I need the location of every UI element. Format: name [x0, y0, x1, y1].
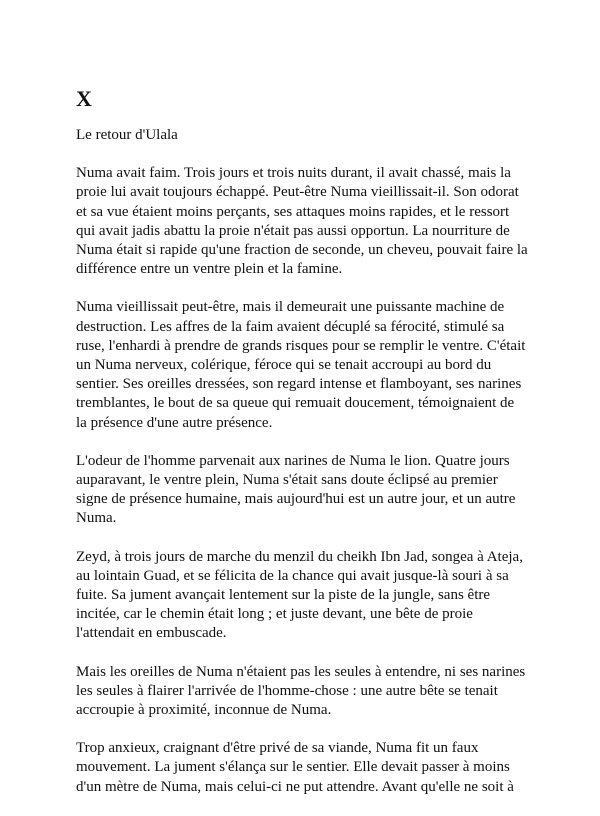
chapter-title: Le retour d'Ulala — [76, 127, 178, 143]
chapter-number: X — [76, 86, 92, 111]
paragraph: Mais les oreilles de Numa n'étaient pas les seules à entendre, ni ses narines les seules à flairer l'arrivée de l'homme-chose : une autre bête se tenait accroupie à proximité, inconnue de Numa. — [76, 663, 526, 719]
paragraph: Numa avait faim. Trois jours et trois nuits durant, il avait chassé, mais la proie lui avait toujours échappé. Peut-être Numa vieillissait-il. Son odorat et sa vue étaient moins perçants, ses attaques moins rapides, et le ressort qui avait jadis abattu la proie n'était pas aussi opportun. La nourriture de Numa était si rapide qu'une fraction de seconde, un cheveu, pouvait faire la différence entre un ventre plein et la famine. — [76, 165, 528, 278]
paragraph: Numa vieillissait peut-être, mais il demeurait une puissante machine de destruction. Les affres de la faim avaient décuplé sa férocité, stimulé sa ruse, l'enhardi à prendre de grands risques pour se remplir le ventre. C'était un Numa nerveux, colérique, féroce qui se tenait accroupi au bord du sentier. Ses oreilles dressées, son regard intense et flamboyant, ses narines tremblantes, le bout de sa queue qui remuait doucement, témoignaient de la présence d'une autre présence. — [76, 299, 526, 431]
paragraph: L'odeur de l'homme parvenait aux narines de Numa le lion. Quatre jours auparavant, le ventre plein, Numa s'était sans doute éclipsé au premier signe de présence humaine, mais aujourd'hui est un autre jour, et un autre Numa. — [76, 452, 516, 527]
document-page — [76, 86, 528, 816]
paragraph: Trop anxieux, craignant d'être privé de sa viande, Numa fit un faux mouvement. La jument s'élança sur le sentier. Elle devait passer à moins d'un mètre de Numa, mais celui-ci ne put attendre. Avant qu'elle ne soit à — [76, 740, 514, 795]
paragraph: Zeyd, à trois jours de marche du menzil du cheikh Ibn Jad, songea à Ateja, au lointain Guad, et se félicita de la chance qui avait jusque-là souri à sa fuite. Sa jument avançait lentement sur la piste de la jungle, sans être incitée, car le chemin était long ; et juste devant, une bête de proie l'attendait en embuscade. — [76, 548, 523, 642]
